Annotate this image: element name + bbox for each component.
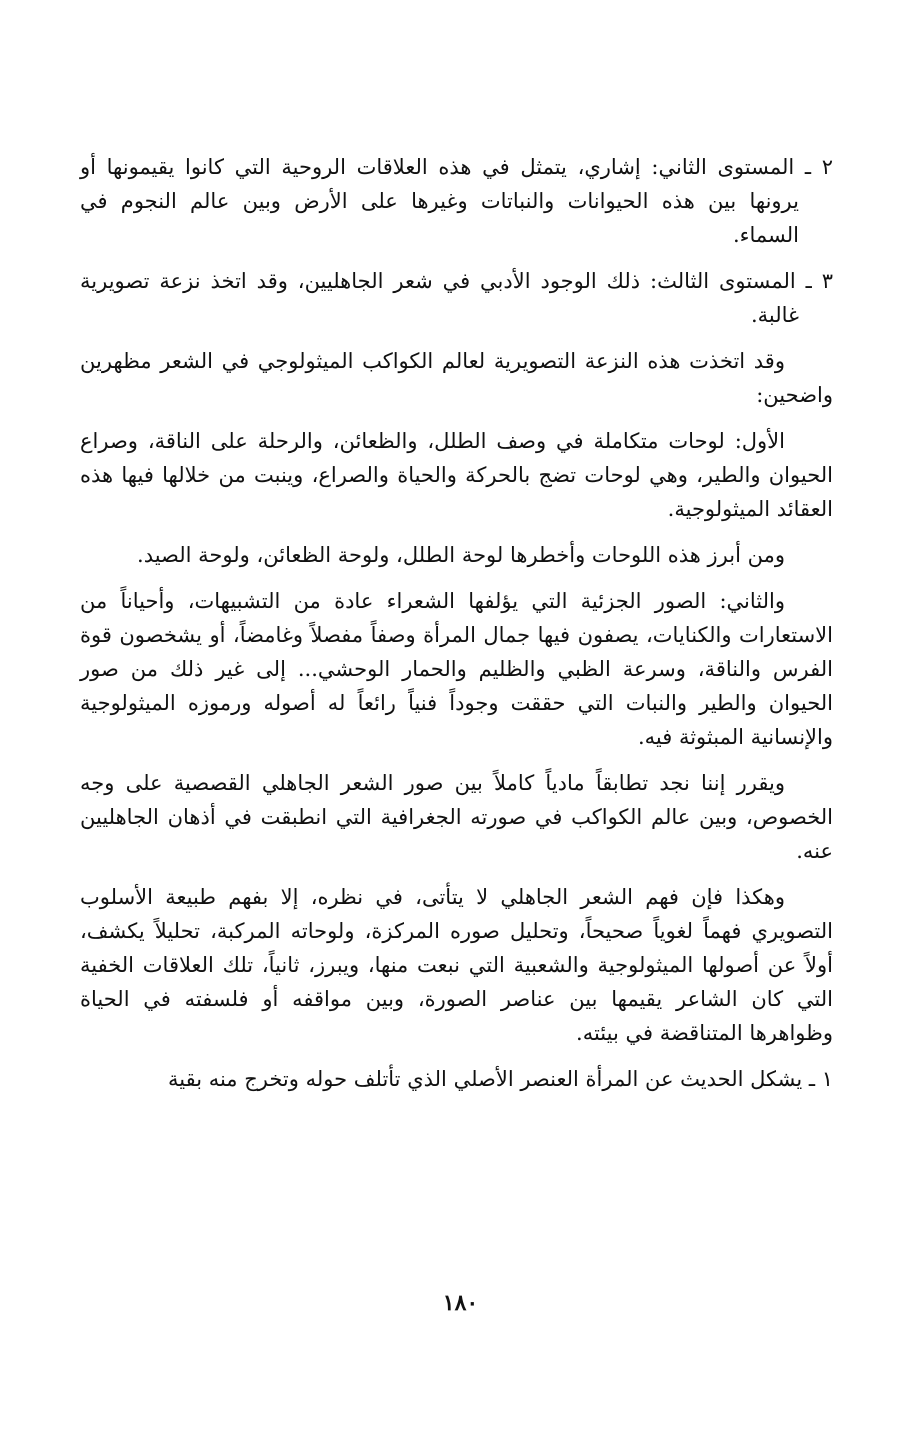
paragraph-correspondence: ويقرر إننا نجد تطابقاً مادياً كاملاً بين صور الشعر الجاهلي القصصية على وجه الخصوص، وبين عالم الكواكب في صورته الجغرافية التي انطبقت في أذهان الجاهليين عنه.: [80, 771, 833, 863]
list-item-level-two: ٢ ـ المستوى الثاني: إشاري، يتمثل في هذه العلاقات الروحية التي كانوا يقيمونها أو يرونها بين هذه الحيوانات والنباتات وغيرها على الأرض وبين عالم النجوم في السماء.: [80, 155, 833, 247]
paragraph-first-aspect: الأول: لوحات متكاملة في وصف الطلل، والظعائن، والرحلة على الناقة، وصراع الحيوان والطير، وهي لوحات تضج بالحركة والحياة والصراع، وينبت من خلالها فيها هذه العقائد الميثولوجية.: [80, 429, 833, 521]
paragraph-second-aspect: والثاني: الصور الجزئية التي يؤلفها الشعراء عادة من التشبيهات، وأحياناً من الاستعارات والكنايات، يصفون فيها جمال المرأة وصفاً مفصلاً وغامضاً، أو يشخصون قوة الفرس والناقة، وسرعة الظبي والظليم والحمار الوحشي... إلى غير ذلك من صور الحيوان والطير والنبات التي حققت وجوداً فنياً رائعاً له أصوله ورموزه الميثولوجية والإنسانية المبثوثة فيه.: [80, 589, 833, 749]
paragraph-notable-panels: ومن أبرز هذه اللوحات وأخطرها لوحة الطلل، ولوحة الظعائن، ولوحة الصيد.: [137, 543, 785, 567]
footnote-one: ١ ـ يشكل الحديث عن المرأة العنصر الأصلي الذي تأتلف حوله وتخرج منه بقية: [167, 1067, 833, 1091]
page-body: [80, 150, 833, 1108]
list-item-level-three: ٣ ـ المستوى الثالث: ذلك الوجود الأدبي في شعر الجاهليين، وقد اتخذ نزعة تصويرية غالبة.: [80, 269, 833, 327]
page-number: ١٨٠: [442, 1290, 479, 1316]
paragraph-intro-aspects: وقد اتخذت هذه النزعة التصويرية لعالم الكواكب الميثولوجي في الشعر مظهرين واضحين:: [80, 349, 833, 407]
paragraph-understanding: وهكذا فإن فهم الشعر الجاهلي لا يتأتى، في نظره، إلا بفهم طبيعة الأسلوب التصويري فهماً لغوياً صحيحاً، وتحليل صوره المركزة، ولوحاته المركبة، تحليلاً يكشف، أولاً عن أصولها الميثولوجية والشعبية التي نبعت منها، ويبرز، ثانياً، تلك العلاقات الخفية التي كان الشاعر يقيمها بين عناصر الصورة، وبين مواقفه أو فلسفته في الحياة وظواهرها المتناقضة في بيئته.: [80, 885, 833, 1045]
